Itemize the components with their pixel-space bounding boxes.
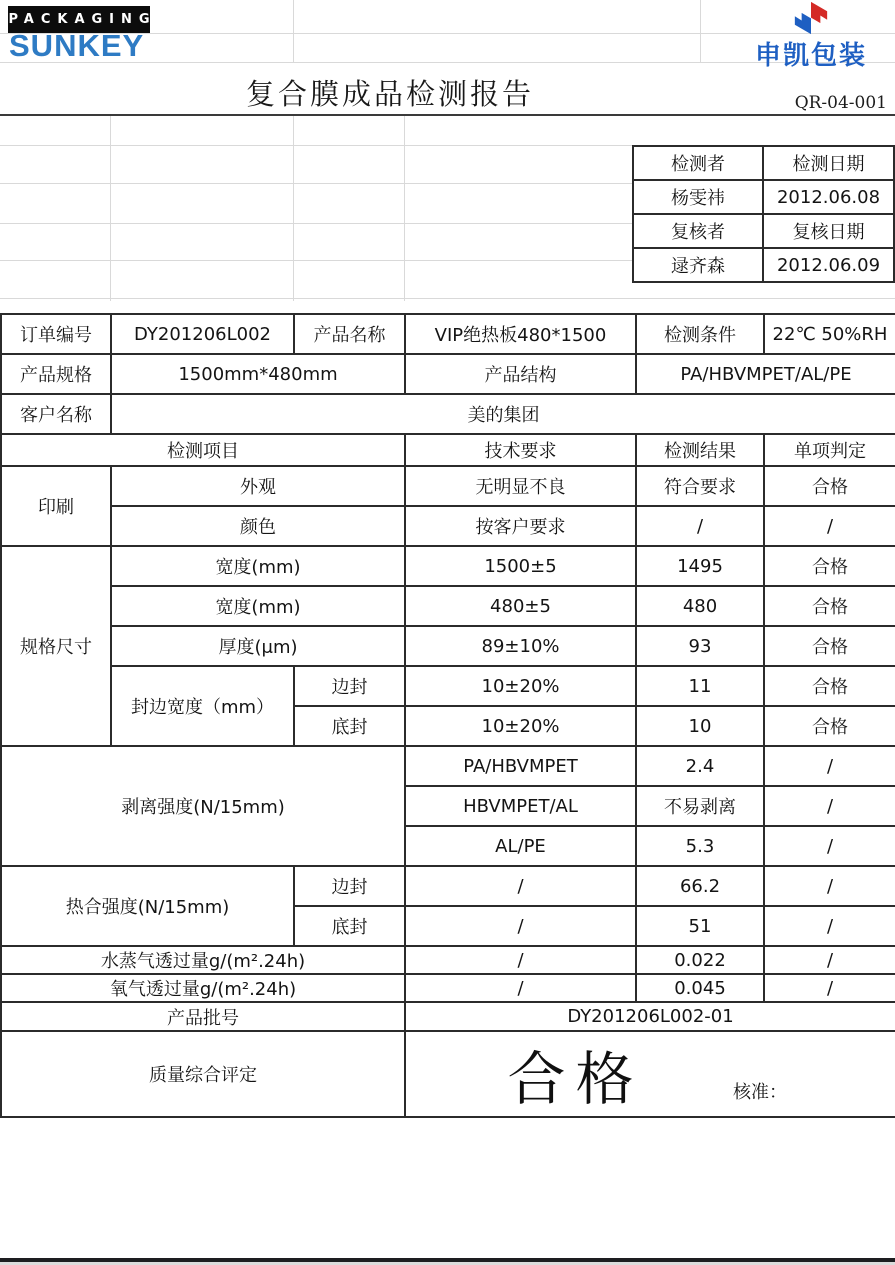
judgement-value: /: [764, 786, 895, 826]
result-value: 11: [636, 666, 764, 706]
requirement-value: /: [405, 906, 636, 946]
grid-line: [293, 116, 294, 301]
result-value: 0.022: [636, 946, 764, 974]
shenkai-logo: [731, 1, 891, 72]
result-value: 0.045: [636, 974, 764, 1002]
item-label: 宽度(mm): [111, 546, 405, 586]
final-judgement-label: 质量综合评定: [1, 1031, 405, 1117]
sub-item-label: 底封: [294, 706, 405, 746]
customer-label: 客户名称: [1, 394, 111, 434]
batch-value: DY201206L002-01: [405, 1002, 895, 1031]
table-row: [1, 506, 895, 546]
table-row: [1, 974, 895, 1002]
group-label-peel-strength: 剥离强度(N/15mm): [1, 746, 405, 866]
requirement-value: /: [405, 946, 636, 974]
audit-section: [0, 116, 895, 313]
table-row: [1, 746, 895, 786]
order-no: DY201206L002: [111, 314, 294, 354]
requirement-value: 1500±5: [405, 546, 636, 586]
judgement-value: 合格: [764, 586, 895, 626]
reviewer-name: 逯齐森: [633, 248, 763, 282]
grid-line: [293, 0, 294, 62]
table-row: [633, 248, 894, 282]
audit-table: [632, 145, 895, 283]
item-label-otr: 氧气透过量g/(m².24h): [1, 974, 405, 1002]
result-value: 66.2: [636, 866, 764, 906]
sunkey-logo-text: SUNKEY: [9, 28, 145, 63]
group-label-print: 印刷: [1, 466, 111, 546]
result-value: 93: [636, 626, 764, 666]
requirement-value: /: [405, 866, 636, 906]
result-value: 不易剥离: [636, 786, 764, 826]
group-label-heat-seal: 热合强度(N/15mm): [1, 866, 294, 946]
judgement-value: 合格: [764, 546, 895, 586]
requirement-value: AL/PE: [405, 826, 636, 866]
requirement-value: 480±5: [405, 586, 636, 626]
table-row: [1, 314, 895, 354]
grid-line: [110, 116, 111, 301]
final-verdict: 合格: [507, 1045, 644, 1113]
result-value: 2.4: [636, 746, 764, 786]
table-row: [633, 180, 894, 214]
grid-line: [0, 298, 895, 299]
grid-line: [700, 0, 701, 62]
shenkai-logo-text: 申凯包装: [754, 41, 867, 71]
page-title: 复合膜成品检测报告: [245, 77, 534, 111]
col-header-result: 检测结果: [636, 434, 764, 466]
result-value: 1495: [636, 546, 764, 586]
judgement-value: /: [764, 906, 895, 946]
sub-item-label: 底封: [294, 906, 405, 946]
judgement-value: 合格: [764, 626, 895, 666]
requirement-value: PA/HBVMPET: [405, 746, 636, 786]
requirement-value: /: [405, 974, 636, 1002]
requirement-value: 10±20%: [405, 666, 636, 706]
grid-line: [404, 116, 405, 301]
judgement-value: 合格: [764, 706, 895, 746]
requirement-value: 无明显不良: [405, 466, 636, 506]
col-header-judgement: 单项判定: [764, 434, 895, 466]
inspector-name: 杨雯祎: [633, 180, 763, 214]
requirement-value: 89±10%: [405, 626, 636, 666]
table-row: [1, 466, 895, 506]
table-row: [1, 946, 895, 974]
table-row: [633, 214, 894, 248]
inspector-label: 检测者: [633, 146, 763, 180]
item-label: 宽度(mm): [111, 586, 405, 626]
item-label: 外观: [111, 466, 405, 506]
inspect-date-label: 检测日期: [763, 146, 894, 180]
table-row: [1, 866, 895, 906]
results-table: [0, 433, 895, 1118]
packaging-logo-text: PACKAGING: [8, 12, 157, 27]
table-row: [1, 394, 895, 434]
sub-item-label: 边封: [294, 866, 405, 906]
approval-label: 核准：: [733, 1082, 787, 1103]
condition-label: 检测条件: [636, 314, 764, 354]
judgement-value: /: [764, 974, 895, 1002]
table-row: [1, 666, 895, 706]
judgement-value: /: [764, 866, 895, 906]
review-date: 2012.06.09: [763, 248, 894, 282]
sub-item-label: 边封: [294, 666, 405, 706]
group-label-dimensions: 规格尺寸: [1, 546, 111, 746]
requirement-value: HBVMPET/AL: [405, 786, 636, 826]
requirement-value: 10±20%: [405, 706, 636, 746]
item-label: 厚度(μm): [111, 626, 405, 666]
spec-label: 产品规格: [1, 354, 111, 394]
judgement-value: /: [764, 746, 895, 786]
table-row: [1, 546, 895, 586]
result-value: /: [636, 506, 764, 546]
table-row: [633, 146, 894, 180]
item-label-seal-width: 封边宽度（mm）: [111, 666, 294, 746]
product-name: VIP绝热板480*1500: [405, 314, 636, 354]
shenkai-s-icon: [791, 1, 831, 35]
result-value: 10: [636, 706, 764, 746]
product-name-label: 产品名称: [294, 314, 405, 354]
judgement-value: /: [764, 506, 895, 546]
result-value: 5.3: [636, 826, 764, 866]
review-date-label: 复核日期: [763, 214, 894, 248]
result-value: 480: [636, 586, 764, 626]
judgement-value: 合格: [764, 666, 895, 706]
judgement-value: /: [764, 946, 895, 974]
judgement-value: 合格: [764, 466, 895, 506]
structure-label: 产品结构: [405, 354, 636, 394]
col-header-requirement: 技术要求: [405, 434, 636, 466]
table-row: [1, 1002, 895, 1031]
batch-label: 产品批号: [1, 1002, 405, 1031]
table-row: [1, 1031, 895, 1117]
table-row: [1, 586, 895, 626]
result-value: 51: [636, 906, 764, 946]
col-header-item: 检测项目: [1, 434, 405, 466]
order-no-label: 订单编号: [1, 314, 111, 354]
item-label: 颜色: [111, 506, 405, 546]
inspect-date: 2012.06.08: [763, 180, 894, 214]
customer-value: 美的集团: [111, 394, 895, 434]
table-row: [1, 626, 895, 666]
spec-value: 1500mm*480mm: [111, 354, 405, 394]
reviewer-label: 复核者: [633, 214, 763, 248]
table-header-row: [1, 434, 895, 466]
doc-code: QR-04-001: [794, 93, 887, 113]
requirement-value: 按客户要求: [405, 506, 636, 546]
structure-value: PA/HBVMPET/AL/PE: [636, 354, 895, 394]
judgement-value: /: [764, 826, 895, 866]
condition-value: 22℃ 50%RH: [764, 314, 895, 354]
report-header: [0, 0, 895, 116]
result-value: 符合要求: [636, 466, 764, 506]
order-info-table: [0, 313, 895, 435]
final-judgement-cell: [405, 1031, 895, 1117]
item-label-wvtr: 水蒸气透过量g/(m².24h): [1, 946, 405, 974]
table-row: [1, 354, 895, 394]
